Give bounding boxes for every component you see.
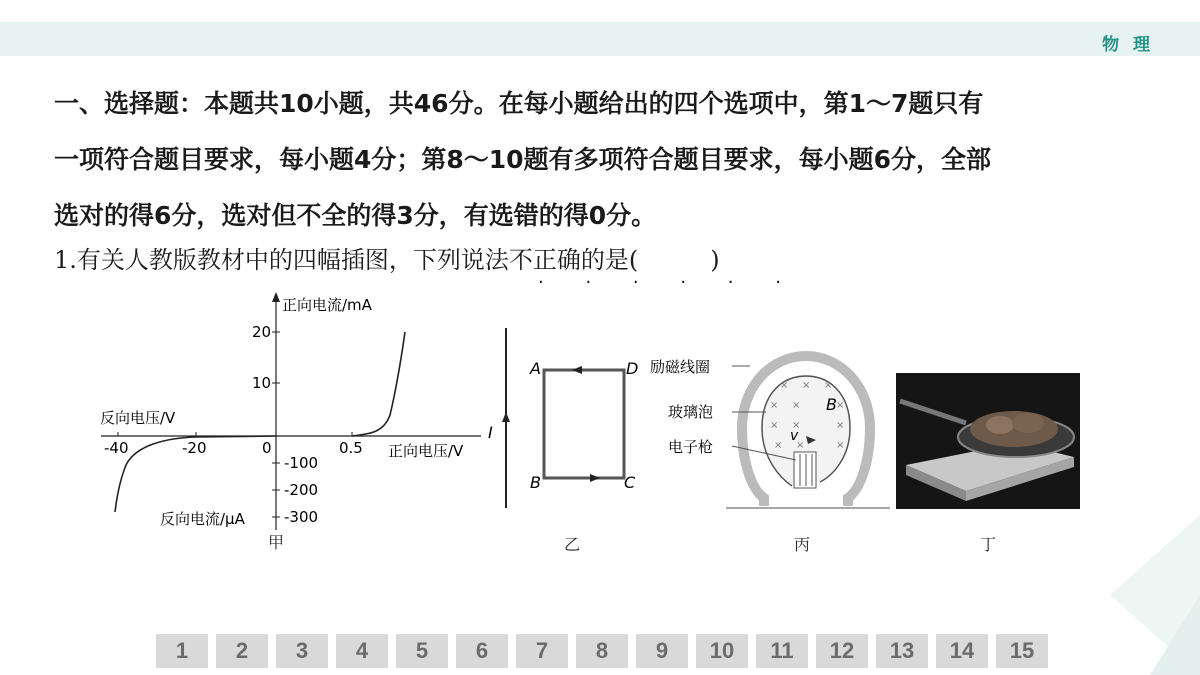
question-stem: 1.有关人教版教材中的四幅插图，下列说法不正确的是( )	[54, 246, 720, 274]
instruction-line: 一、选择题：本题共10小题，共46分。在每小题给出的四个选项中，第1～7题只有	[54, 89, 984, 118]
svg-text:×: ×	[836, 400, 845, 411]
jia-tick-y10: 10	[252, 374, 272, 392]
svg-text:×: ×	[770, 420, 779, 431]
jia-tick-y20: 20	[252, 323, 272, 341]
jia-y-neg-label: 反向电流/μA	[160, 510, 245, 528]
page-button-9[interactable]: 9	[636, 634, 688, 668]
header-bar	[0, 22, 1200, 56]
instruction-line: 一项符合题目要求，每小题4分；第8～10题有多项符合题目要求，每小题6分，全部	[54, 145, 991, 174]
bing-label-B: B	[826, 395, 837, 414]
svg-text:×: ×	[780, 380, 789, 391]
jia-tick-y-100: -100	[284, 454, 319, 472]
page-button-14[interactable]: 14	[936, 634, 988, 668]
page-button-4[interactable]: 4	[336, 634, 388, 668]
jia-tick-x-40: -40	[104, 439, 129, 457]
page-button-1[interactable]: 1	[156, 634, 208, 668]
jia-tick-y-300: -300	[284, 508, 319, 526]
yi-label-D: D	[626, 359, 639, 378]
jia-origin: 0	[262, 439, 272, 457]
bing-label-v: v	[790, 428, 799, 444]
caption-jia: 甲	[268, 533, 285, 552]
figure-bing-tube	[650, 348, 890, 518]
page-button-12[interactable]: 12	[816, 634, 868, 668]
bing-label-gun: 电子枪	[668, 438, 714, 456]
yi-label-B: B	[530, 473, 541, 492]
figure-yi-wire-loop	[480, 320, 650, 520]
emphasis-dots: · · · · · ·	[538, 272, 799, 293]
yi-label-I: I	[488, 423, 493, 442]
page-button-5[interactable]: 5	[396, 634, 448, 668]
bing-label-bulb: 玻璃泡	[668, 403, 714, 421]
jia-tick-y-200: -200	[284, 481, 319, 499]
section-instructions	[54, 76, 1164, 244]
page-button-2[interactable]: 2	[216, 634, 268, 668]
svg-text:×: ×	[774, 440, 783, 451]
svg-text:×: ×	[802, 380, 811, 391]
page-button-15[interactable]: 15	[996, 634, 1048, 668]
yi-label-C: C	[624, 473, 636, 492]
caption-ding: 丁	[980, 535, 997, 554]
figure-ding-photo	[896, 373, 1080, 509]
subject-label: 物 理	[1102, 35, 1154, 55]
svg-text:×: ×	[792, 400, 801, 411]
jia-x-neg-label: 反向电压/V	[100, 409, 176, 427]
page-button-6[interactable]: 6	[456, 634, 508, 668]
page-button-11[interactable]: 11	[756, 634, 808, 668]
svg-text:×: ×	[796, 440, 805, 451]
page-button-7[interactable]: 7	[516, 634, 568, 668]
svg-text:×: ×	[770, 400, 779, 411]
instruction-line: 选对的得6分，选对但不全的得3分，有选错的得0分。	[54, 201, 657, 230]
svg-text:×: ×	[836, 440, 845, 451]
jia-x-pos-label: 正向电压/V	[388, 442, 464, 460]
page-button-3[interactable]: 3	[276, 634, 328, 668]
caption-yi: 乙	[564, 535, 581, 554]
bing-label-coil: 励磁线圈	[650, 358, 711, 376]
jia-tick-x-20: -20	[182, 439, 207, 457]
question-pagination	[156, 634, 1048, 668]
figure-jia-diode-curve	[96, 290, 496, 535]
page-button-10[interactable]: 10	[696, 634, 748, 668]
page-button-8[interactable]: 8	[576, 634, 628, 668]
caption-bing: 丙	[794, 535, 811, 554]
svg-text:×: ×	[836, 420, 845, 431]
jia-tick-x05: 0.5	[339, 439, 363, 457]
svg-text:×: ×	[792, 420, 801, 431]
jia-y-pos-label: 正向电流/mA	[282, 296, 372, 314]
yi-label-A: A	[530, 359, 541, 378]
svg-text:×: ×	[824, 380, 833, 391]
page-button-13[interactable]: 13	[876, 634, 928, 668]
